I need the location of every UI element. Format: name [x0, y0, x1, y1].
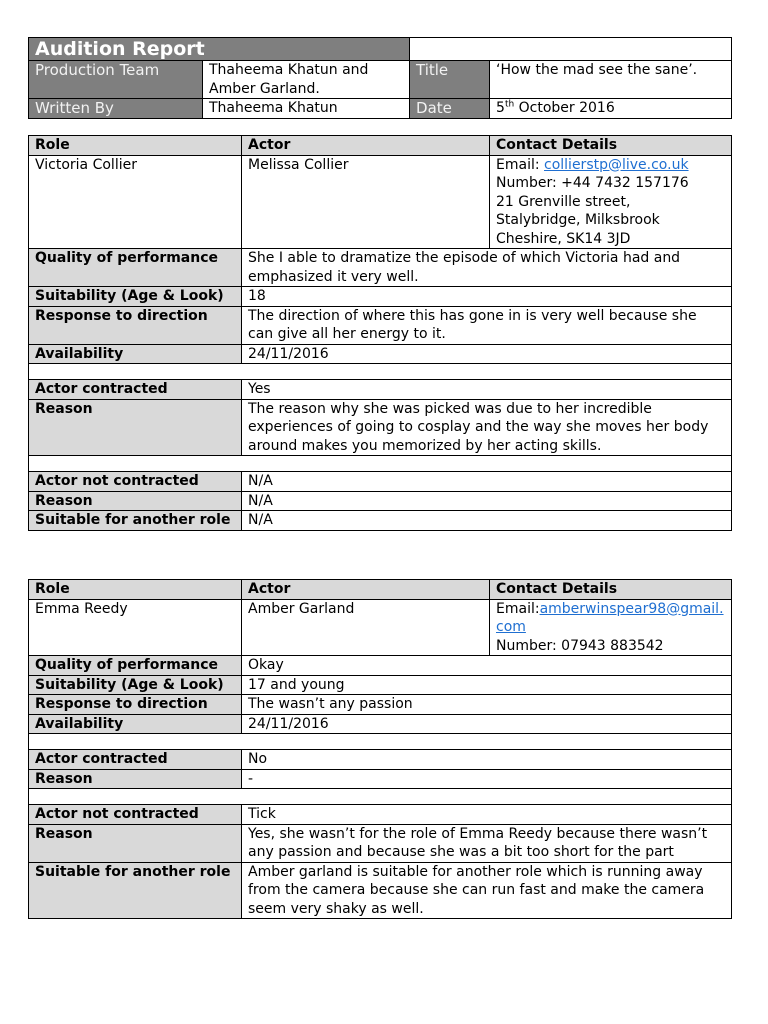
- contracted-reason-value: -: [242, 769, 732, 789]
- not-contracted-reason-label: Reason: [29, 491, 242, 511]
- date-label: Date: [410, 99, 490, 119]
- audition-table-1: [28, 135, 732, 531]
- not-contracted-value: Tick: [242, 805, 732, 825]
- quality-label: Quality of performance: [29, 249, 242, 287]
- role-value: Victoria Collier: [29, 155, 242, 249]
- contracted-label: Actor contracted: [29, 380, 242, 400]
- email-label: Email:: [496, 156, 545, 173]
- spacer-row: [29, 789, 732, 805]
- role-header: Role: [29, 136, 242, 156]
- contact-header: Contact Details: [490, 136, 732, 156]
- date-day: 5: [496, 100, 505, 116]
- contracted-reason-value: The reason why she was picked was due to her incredible experiences of going to cosplay and the way she moves her body around makes you memorized by her acting skills.: [242, 399, 732, 456]
- not-contracted-value: N/A: [242, 472, 732, 492]
- not-contracted-reason-value: Yes, she wasn’t for the role of Emma Reedy because there wasn’t any passion and because she was a bit too short for the part: [242, 824, 732, 862]
- actor-value: Amber Garland: [242, 599, 490, 656]
- date-suffix: th: [504, 99, 515, 110]
- production-team-value: Thaheema Khatun and Amber Garland.: [203, 61, 410, 99]
- contracted-reason-label: Reason: [29, 769, 242, 789]
- spacer-row: [29, 734, 732, 750]
- not-contracted-label: Actor not contracted: [29, 805, 242, 825]
- report-title: Audition Report: [29, 38, 410, 61]
- phone-number: Number: +44 7432 157176: [496, 175, 689, 191]
- suitable-another-value: Amber garland is suitable for another role which is running away from the camera because she can run fast and make the camera seem very shaky as well.: [242, 862, 732, 919]
- contact-details: [490, 155, 732, 249]
- availability-label: Availability: [29, 714, 242, 734]
- phone-number: Number: 07943 883542: [496, 637, 664, 654]
- date-rest: October 2016: [514, 100, 615, 116]
- quality-value: Okay: [242, 656, 732, 676]
- audition-table-2: [28, 579, 732, 919]
- response-value: The wasn’t any passion: [242, 695, 732, 715]
- availability-value: 24/11/2016: [242, 714, 732, 734]
- written-by-value: Thaheema Khatun: [203, 99, 410, 119]
- actor-header: Actor: [242, 136, 490, 156]
- suitability-value: 18: [242, 287, 732, 307]
- suitable-another-value: N/A: [242, 511, 732, 531]
- not-contracted-reason-label: Reason: [29, 824, 242, 862]
- availability-value: 24/11/2016: [242, 344, 732, 364]
- date-value: [490, 99, 732, 119]
- role-value: Emma Reedy: [29, 599, 242, 656]
- actor-value: Melissa Collier: [242, 155, 490, 249]
- role-header: Role: [29, 580, 242, 600]
- contracted-label: Actor contracted: [29, 750, 242, 770]
- suitable-another-label: Suitable for another role: [29, 511, 242, 531]
- written-by-label: Written By: [29, 99, 203, 119]
- contracted-value: Yes: [242, 380, 732, 400]
- header-table: [28, 37, 732, 119]
- email-label: Email:: [496, 600, 540, 617]
- address-line-2: Stalybridge, Milksbrook: [496, 212, 660, 228]
- title-value: ‘How the mad see the sane’.: [490, 61, 732, 99]
- contact-header: Contact Details: [490, 580, 732, 600]
- spacer-row: [29, 456, 732, 472]
- production-team-label: Production Team: [29, 61, 203, 99]
- contact-details: [490, 599, 732, 656]
- not-contracted-label: Actor not contracted: [29, 472, 242, 492]
- email-link[interactable]: amberwinspear98@gmail.com: [496, 600, 724, 635]
- response-label: Response to direction: [29, 695, 242, 715]
- response-value: The direction of where this has gone in is very well because she can give all her energy to it.: [242, 306, 732, 344]
- quality-label: Quality of performance: [29, 656, 242, 676]
- header-empty-cell: [410, 38, 732, 61]
- email-link[interactable]: collierstp@live.co.uk: [544, 156, 689, 173]
- suitability-label: Suitability (Age & Look): [29, 287, 242, 307]
- address-line-3: Cheshire, SK14 3JD: [496, 230, 631, 247]
- response-label: Response to direction: [29, 306, 242, 344]
- actor-header: Actor: [242, 580, 490, 600]
- contracted-reason-label: Reason: [29, 399, 242, 456]
- suitability-value: 17 and young: [242, 675, 732, 695]
- contracted-value: No: [242, 750, 732, 770]
- suitable-another-label: Suitable for another role: [29, 862, 242, 919]
- quality-value: She I able to dramatize the episode of which Victoria had and emphasized it very well.: [242, 249, 732, 287]
- title-label: Title: [410, 61, 490, 99]
- spacer-row: [29, 364, 732, 380]
- address-line-1: 21 Grenville street,: [496, 193, 631, 210]
- suitability-label: Suitability (Age & Look): [29, 675, 242, 695]
- availability-label: Availability: [29, 344, 242, 364]
- not-contracted-reason-value: N/A: [242, 491, 732, 511]
